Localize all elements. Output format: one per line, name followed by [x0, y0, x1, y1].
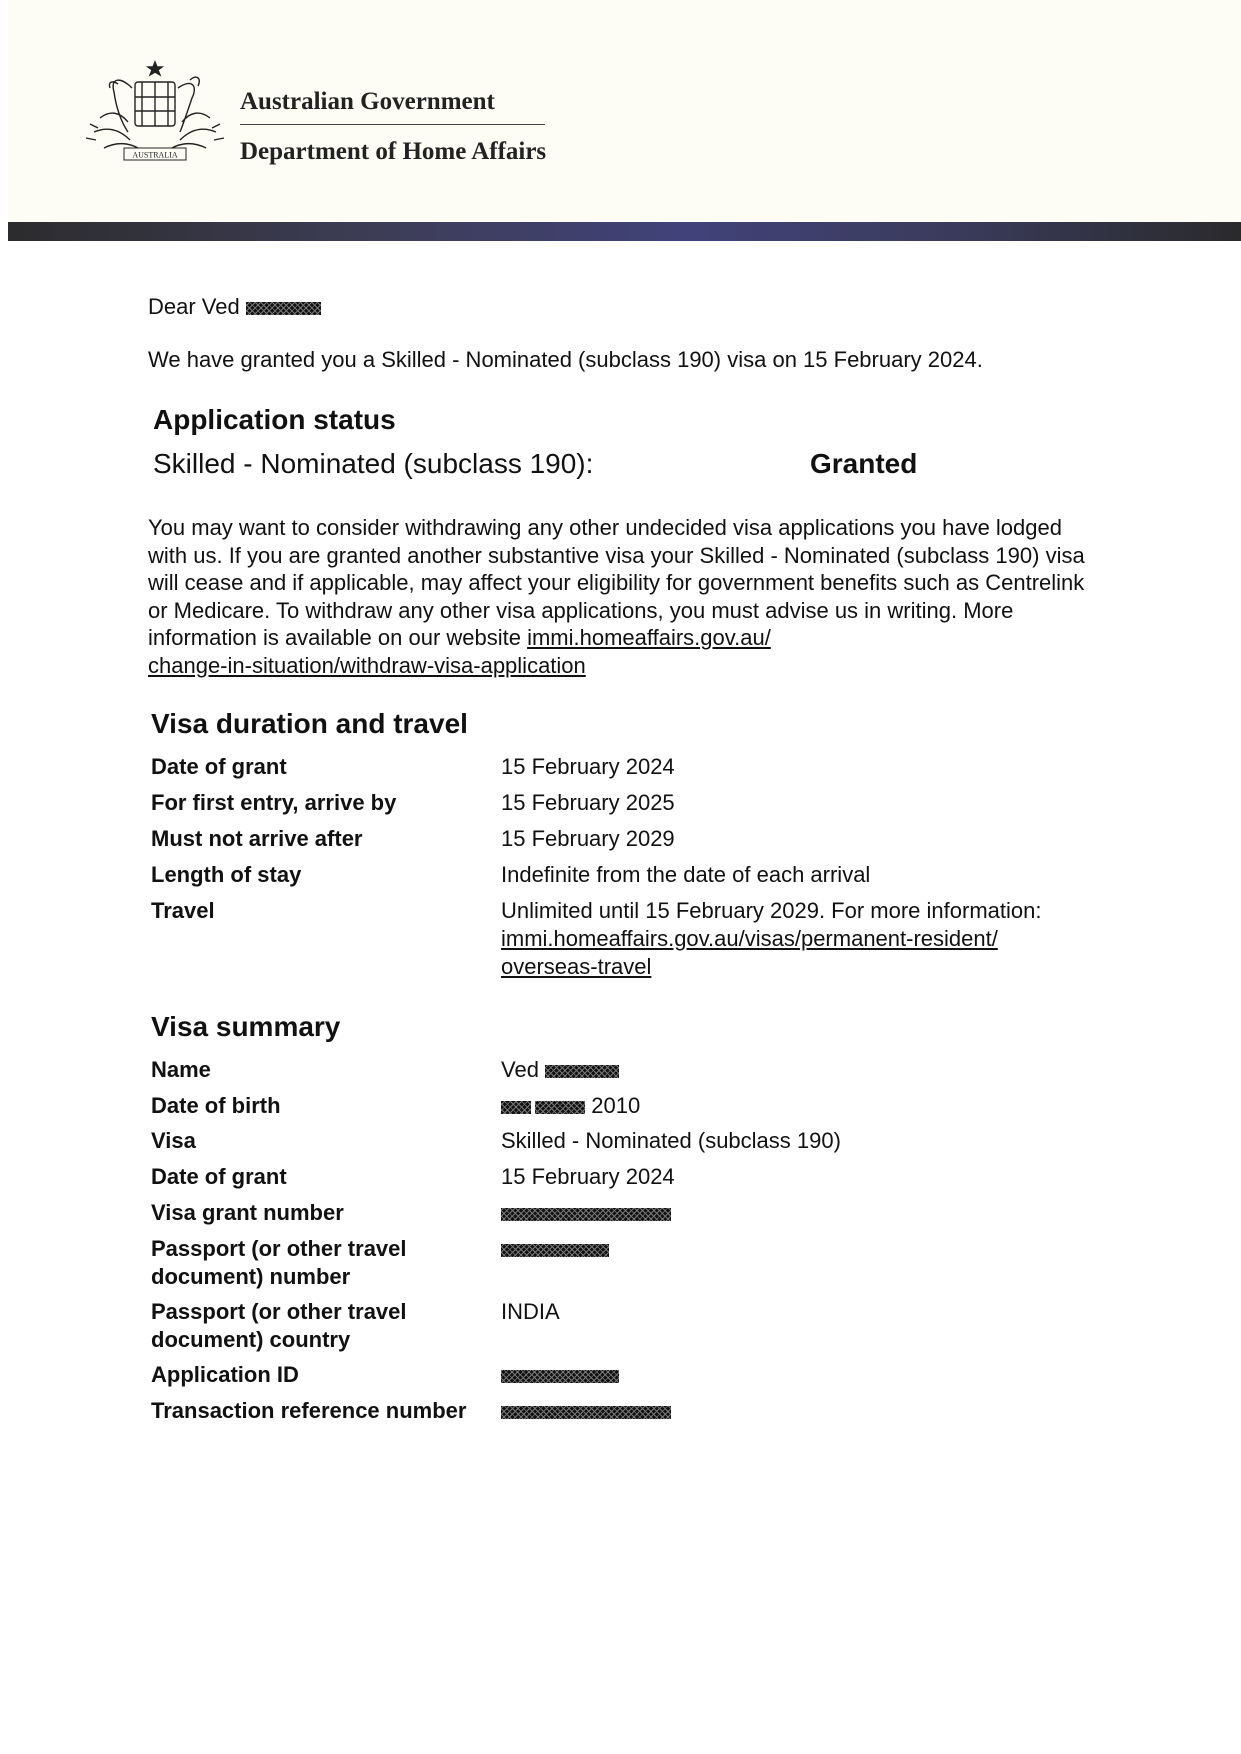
row-value: Indefinite from the date of each arrival [501, 862, 871, 887]
salutation: Dear Ved [148, 293, 321, 320]
redaction [501, 1101, 531, 1114]
redaction [501, 1244, 609, 1257]
department-name: Department of Home Affairs [240, 138, 547, 165]
svg-text:AUSTRALIA: AUSTRALIA [132, 150, 178, 160]
row-value: Skilled - Nominated (subclass 190) [501, 1128, 841, 1153]
row-value: 15 February 2029 [501, 826, 675, 851]
row-label: Date of grant [151, 1164, 287, 1189]
row-value: Unlimited until 15 February 2029. For more information: immi.homeaffairs.gov.au/visas/permanent-resident/ overseas-travel [501, 898, 1042, 979]
withdraw-application-link[interactable]: immi.homeaffairs.gov.au/ [527, 625, 771, 650]
redaction [501, 1208, 671, 1221]
section-title-visa-summary: Visa summary [151, 1011, 341, 1042]
section-title-visa-duration: Visa duration and travel [151, 708, 468, 739]
overseas-travel-link[interactable]: immi.homeaffairs.gov.au/visas/permanent-resident/ [501, 926, 998, 951]
row-label: Passport (or other travel document) country [151, 1299, 407, 1352]
redaction [246, 302, 321, 315]
row-label: Travel [151, 898, 215, 923]
row-value: 15 February 2024 [501, 1164, 675, 1189]
government-name: Australian Government [240, 88, 495, 115]
row-label: Date of grant [151, 754, 287, 779]
grant-statement: We have granted you a Skilled - Nominated (subclass 190) visa on 15 February 2024. [148, 347, 983, 372]
row-label: Transaction reference number [151, 1398, 467, 1423]
row-label: Visa [151, 1128, 196, 1153]
redaction [545, 1065, 619, 1078]
row-label: Name [151, 1057, 211, 1082]
row-value [501, 1235, 1101, 1263]
withdraw-application-link-cont[interactable]: change-in-situation/withdraw-visa-application [148, 652, 586, 678]
row-value: Ved [501, 1056, 1101, 1084]
row-label: Date of birth [151, 1093, 281, 1118]
withdrawal-advice: You may want to consider withdrawing any other undecided visa applications you have lodged with us. If you are granted another substantive visa your Skilled - Nominated (subclass 190) visa will cease and if applicable, may affect your eligibility for government benefits such as Centrelink or Medicare. To withdraw any other visa applications, you must advise us in writing. More information is available on our website immi.homeaffairs.gov.au/ change-in-situation/withdraw-visa-application [148, 515, 1085, 678]
row-value: 15 February 2025 [501, 790, 675, 815]
row-label: Must not arrive after [151, 826, 363, 851]
row-value: 15 February 2024 [501, 754, 675, 779]
redaction [535, 1101, 585, 1114]
header-band [8, 222, 1241, 241]
row-value [501, 1397, 1101, 1425]
status-visa-label: Skilled - Nominated (subclass 190): [153, 448, 594, 479]
status-badge: Granted [810, 448, 918, 479]
row-label: Passport (or other travel document) number [151, 1236, 407, 1289]
row-label: Length of stay [151, 862, 302, 887]
letterhead [8, 0, 1241, 222]
row-value: 2010 [501, 1092, 1101, 1120]
row-value [501, 1199, 1101, 1227]
section-title-application-status: Application status [153, 404, 396, 435]
redaction [501, 1370, 619, 1383]
row-value [501, 1361, 1101, 1389]
letterhead-divider [240, 124, 545, 125]
row-label: For first entry, arrive by [151, 790, 397, 815]
overseas-travel-link-cont[interactable]: overseas-travel [501, 954, 652, 979]
row-label: Application ID [151, 1362, 299, 1387]
redaction [501, 1406, 671, 1419]
row-value: INDIA [501, 1299, 560, 1324]
row-label: Visa grant number [151, 1200, 344, 1225]
coat-of-arms-icon [80, 58, 230, 170]
